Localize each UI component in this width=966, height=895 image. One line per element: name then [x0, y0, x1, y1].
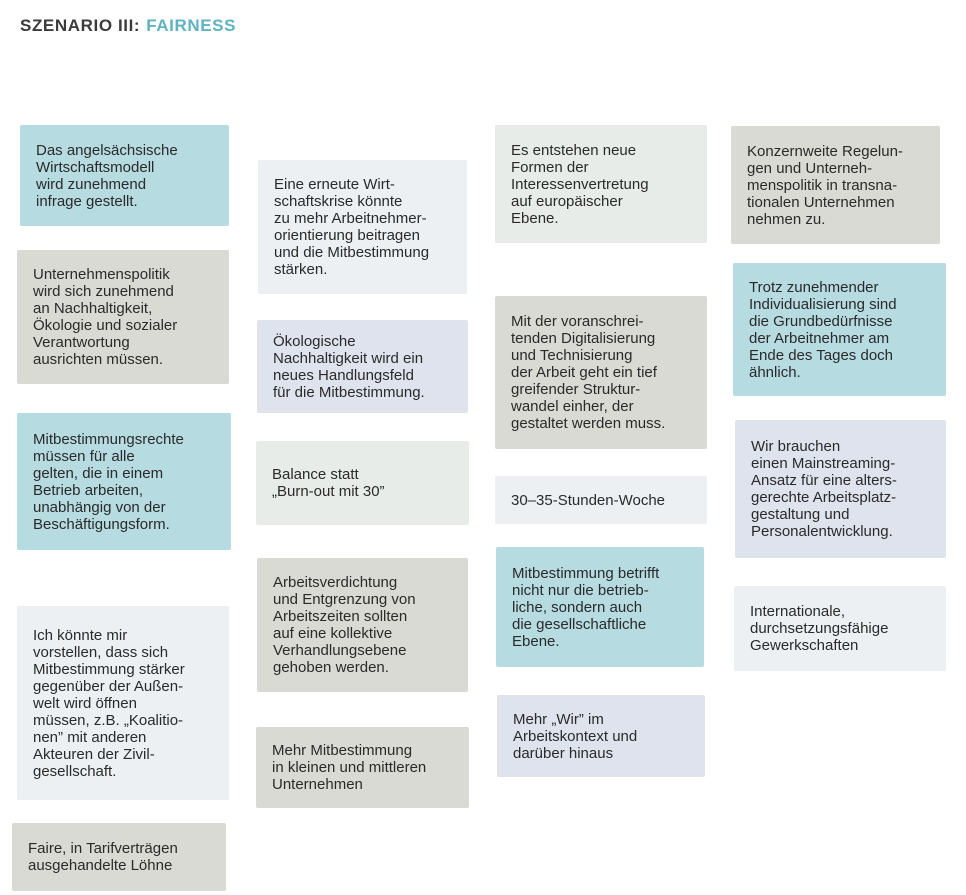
- statement-card: Wir brauchen einen Mainstreaming- Ansatz für eine alters- gerechte Arbeitsplatz- gestaltung und Personalentwicklung.: [735, 420, 946, 558]
- statement-card: Arbeitsverdichtung und Entgrenzung von Arbeitszeiten sollten auf eine kollektive Verhandlungsebene gehoben werden.: [257, 558, 468, 692]
- statement-card: Mit der voranschrei- tenden Digitalisierung und Technisierung der Arbeit geht ein tief greifender Struktur- wandel einher, der gestaltet werden muss.: [495, 296, 707, 449]
- statement-card: Eine erneute Wirt- schaftskrise könnte zu mehr Arbeitnehmer- orientierung beitragen und die Mitbestimmung stärken.: [258, 160, 467, 294]
- statement-card: Konzernweite Regelun- gen und Unterneh- menspolitik in transna- tionalen Unternehmen nehmen zu.: [731, 126, 940, 244]
- title-prefix: SZENARIO III:: [20, 16, 141, 35]
- statement-card: Mitbestimmung betrifft nicht nur die betrieb- liche, sondern auch die gesellschaftliche Ebene.: [496, 547, 704, 667]
- statement-card: Mehr „Wir” im Arbeitskontext und darüber hinaus: [497, 695, 705, 777]
- statement-card: Internationale, durchsetzungsfähige Gewerkschaften: [734, 586, 946, 671]
- statement-card: Mitbestimmungsrechte müssen für alle gelten, die in einem Betrieb arbeiten, unabhängig von der Beschäftigungsform.: [17, 413, 231, 550]
- statement-card: Ökologische Nachhaltigkeit wird ein neues Handlungsfeld für die Mitbestimmung.: [257, 320, 468, 413]
- statement-card: Trotz zunehmender Individualisierung sind die Grundbedürfnisse der Arbeitnehmer am Ende des Tages doch ähnlich.: [733, 263, 946, 396]
- statement-card: 30–35-Stunden-Woche: [495, 476, 707, 524]
- title-highlight: FAIRNESS: [146, 16, 237, 35]
- statement-card: Unternehmenspolitik wird sich zunehmend an Nachhaltigkeit, Ökologie und sozialer Verantwortung ausrichten müssen.: [17, 250, 229, 384]
- statement-card: Balance statt „Burn-out mit 30”: [256, 441, 469, 525]
- statement-card: Faire, in Tarifverträgen ausgehandelte Löhne: [12, 823, 226, 891]
- statement-card: Das angelsächsische Wirtschaftsmodell wird zunehmend infrage gestellt.: [20, 125, 229, 226]
- statement-card: Mehr Mitbestimmung in kleinen und mittleren Unternehmen: [256, 727, 469, 808]
- statement-card: Es entstehen neue Formen der Interessenvertretung auf europäischer Ebene.: [495, 125, 707, 243]
- statement-card: Ich könnte mir vorstellen, dass sich Mitbestimmung stärker gegenüber der Außen- welt wird öffnen müssen, z.B. „Koalitio- nen” mit anderen Akteuren der Zivil- gesellschaft.: [17, 606, 229, 800]
- page-title: [20, 16, 236, 36]
